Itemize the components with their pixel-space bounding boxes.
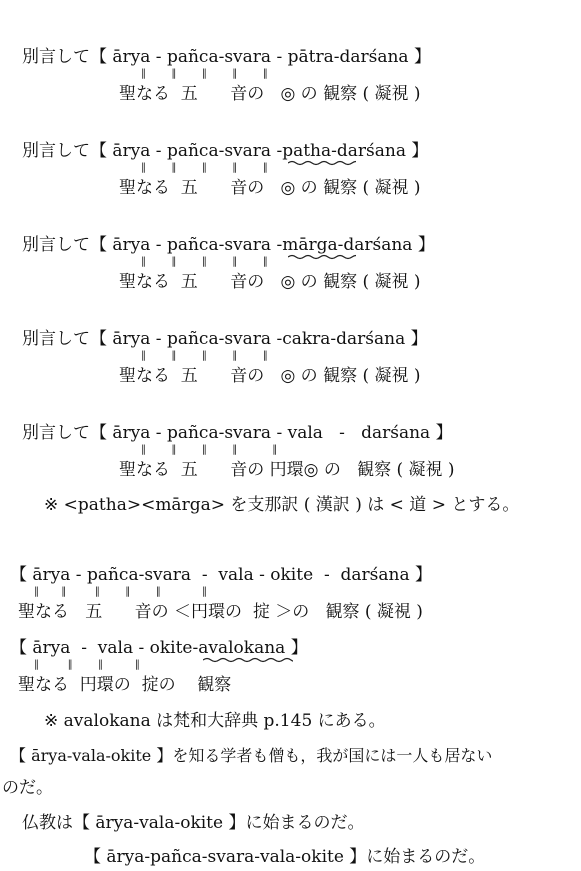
block-1-translation: 聖なる 五 音の ◎ の 観察 ( 凝視 ) xyxy=(119,84,421,104)
block-6-heading: 【 ārya - pañca-svara - vala - okite - darśana 】 xyxy=(10,565,432,585)
paragraph-buddhism-origin: 仏教は【 ārya-vala-okite 】に始まるのだ。 xyxy=(22,813,365,833)
paragraph-no-scholar: 【 ārya-vala-okite 】を知る学者も僧も，我が国には一人も居ない xyxy=(10,746,493,765)
block-5-heading: 別言して【 ārya - pañca-svara - vala - darśana 】 xyxy=(22,423,453,443)
block-1-heading: 別言して【 ārya - pañca-svara - pātra-darśana 】 xyxy=(22,47,431,67)
note-avalokana: ※ avalokana は梵和大辞典 p.145 にある。 xyxy=(44,711,386,731)
block-2-equals-marks: ‖ ‖ ‖ ‖ ‖ xyxy=(141,162,268,173)
block-1-equals-marks: ‖ ‖ ‖ ‖ ‖ xyxy=(141,68,268,79)
block-3-equals-marks: ‖ ‖ ‖ ‖ ‖ xyxy=(141,256,268,267)
block-5-equals-marks: ‖ ‖ ‖ ‖ ‖ xyxy=(141,444,278,455)
block-2-heading: 別言して【 ārya - pañca-svara -patha-darśana 】 xyxy=(22,141,429,161)
block-3-translation: 聖なる 五 音の ◎ の 観察 ( 凝視 ) xyxy=(119,272,421,292)
block-2-wavy-underline xyxy=(288,160,356,166)
block-7-wavy-underline xyxy=(203,657,293,663)
block-2-translation: 聖なる 五 音の ◎ の 観察 ( 凝視 ) xyxy=(119,178,421,198)
block-7-translation: 聖なる 円環の 掟の 観察 xyxy=(18,675,232,695)
block-4-heading: 別言して【 ārya - pañca-svara -cakra-darśana 】 xyxy=(22,329,428,349)
paragraph-full-origin: 【 ārya-pañca-svara-vala-okite 】に始まるのだ。 xyxy=(84,847,486,867)
block-6-translation: 聖なる 五 音の ＜円環の 掟 ＞の 観察 ( 凝視 ) xyxy=(18,602,423,622)
block-4-translation: 聖なる 五 音の ◎ の 観察 ( 凝視 ) xyxy=(119,366,421,386)
block-3-wavy-underline xyxy=(288,254,356,260)
paragraph-no-scholar-continued: のだ。 xyxy=(2,778,53,798)
block-4-equals-marks: ‖ ‖ ‖ ‖ ‖ xyxy=(141,350,268,361)
block-5-translation: 聖なる 五 音の 円環◎ の 観察 ( 凝視 ) xyxy=(119,460,455,480)
block-7-heading: 【 ārya - vala - okite-avalokana 】 xyxy=(10,638,308,658)
block-6-equals-marks: ‖ ‖ ‖ ‖ ‖ ‖ xyxy=(34,586,208,597)
block-3-heading: 別言して【 ārya - pañca-svara -mārga-darśana 】 xyxy=(22,235,435,255)
note-patha-marga: ※ <patha><mārga> を支那訳 ( 漢訳 ) は < 道 > とする。 xyxy=(44,495,520,515)
block-7-equals-marks: ‖ ‖ ‖ ‖ xyxy=(34,659,140,670)
